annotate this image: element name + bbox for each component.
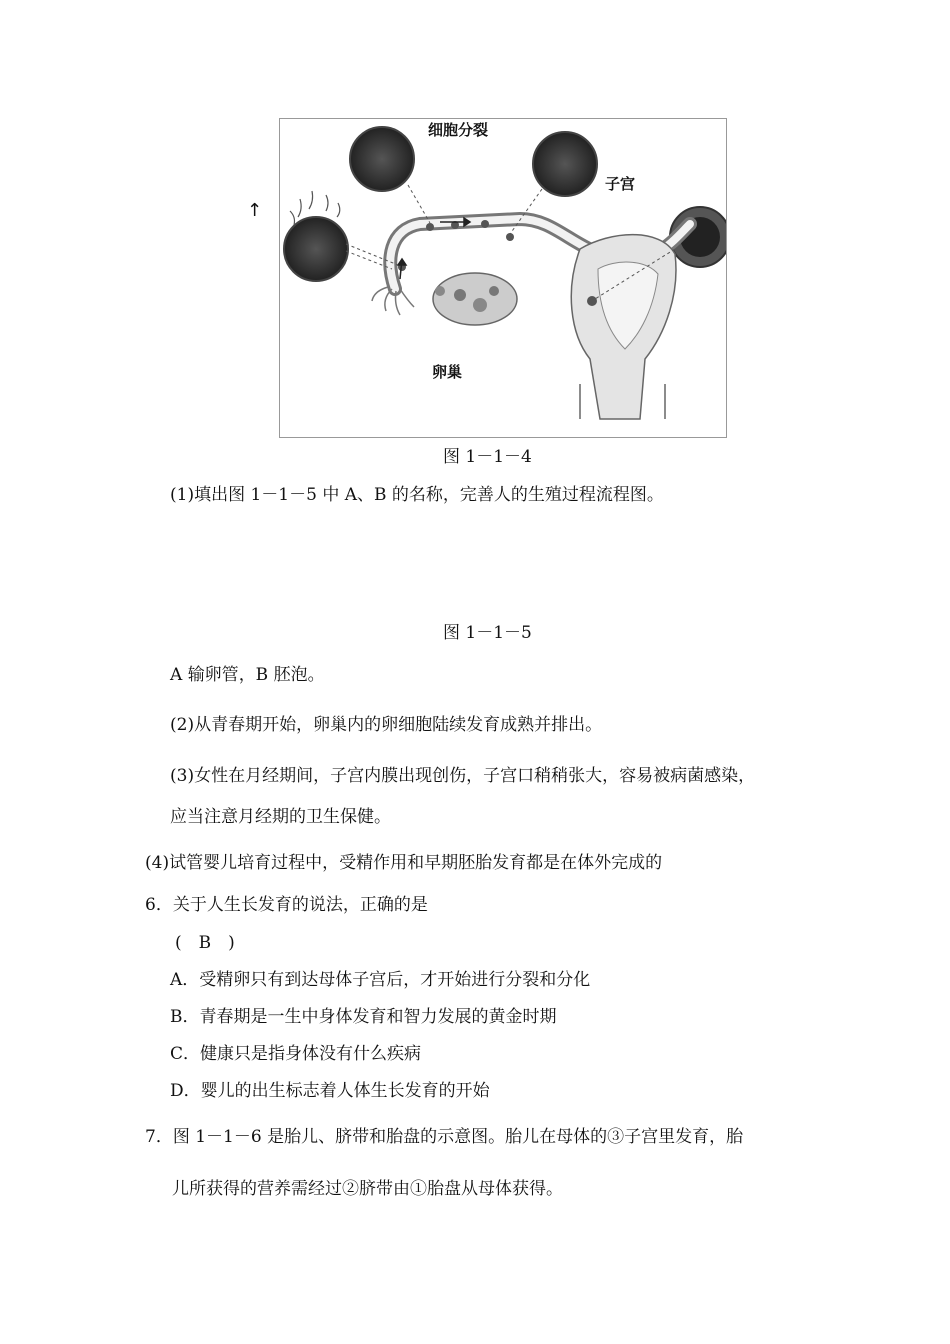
division-cell-circle	[350, 127, 414, 191]
reproductive-system-figure	[279, 118, 727, 438]
part2-answer: 卵细胞	[381, 715, 433, 735]
q7-answer-umbilical-cord: 脐带	[359, 1179, 393, 1199]
q7-line2-post: 从母体获得。	[461, 1179, 563, 1199]
q7-line2	[172, 1178, 563, 1200]
q5-part4	[145, 852, 662, 874]
q5-part1-prompt: (1)填出图 1－1－5 中 A、B 的名称，完善人的生殖过程流程图。	[170, 485, 664, 505]
part4-post: 作用和早期胚胎发育都是在体外完成的	[373, 853, 663, 873]
ovary-shape	[433, 273, 517, 325]
figure-illustration	[280, 119, 726, 437]
q7-answer-placenta: 胎盘	[427, 1179, 461, 1199]
q7-line2-mid: 由①	[393, 1179, 427, 1199]
part4-answer: 受精	[339, 853, 374, 873]
part3-answer: 子宫内膜	[330, 766, 399, 786]
q6-option-b: B．青春期是一生中身体发育和智力发展的黄金时期	[170, 1007, 557, 1027]
ovum-cell-circle	[284, 217, 348, 281]
q5-part2	[170, 714, 602, 736]
morula-circle	[533, 132, 597, 196]
q6-option-c: C．健康只是指身体没有什么疾病	[170, 1044, 422, 1064]
q7-line1-pre: 7．图 1－1－6 是胎儿、脐带和胎盘的示意图。胎儿在母体的③	[145, 1127, 625, 1147]
q6-stem: 6．关于人生长发育的说法，正确的是	[145, 895, 428, 915]
part2-pre: (2)从青春期开始，卵巢内的	[170, 715, 382, 735]
part3-post: 出现创伤，子宫口稍稍张大，容易被病菌感染，	[398, 766, 756, 786]
answer-prefix: A	[170, 665, 188, 685]
uterus-label: 子宫	[605, 175, 636, 193]
q6-option-d: D．婴儿的出生标志着人体生长发育的开始	[170, 1081, 490, 1101]
answer-suffix: 。	[307, 665, 325, 685]
q5-part3-line1	[170, 765, 755, 787]
q6-answer: ( B )	[175, 933, 235, 953]
q7-line1	[145, 1126, 743, 1148]
q7-line2-pre: 儿所获得的营养需经过②	[172, 1179, 359, 1199]
figure5-caption: 图 1－1－5	[443, 623, 532, 643]
part3-pre: (3)女性在月经期间，	[170, 766, 331, 786]
cell-division-label: 细胞分裂	[428, 121, 489, 139]
answer-b: 胚泡	[273, 665, 308, 685]
q7-line1-post: 里发育，胎	[658, 1127, 744, 1147]
q5-part1-answer	[170, 664, 325, 686]
figure4-caption: 图 1－1－4	[443, 447, 532, 467]
q7-answer-uterus: 子宫	[624, 1127, 659, 1147]
q5-part3-line2: 应当注意月经期的卫生保健。	[170, 807, 391, 827]
answer-mid: ，B	[238, 665, 274, 685]
answer-a: 输卵管	[187, 665, 239, 685]
ovary-label: 卵巢	[432, 363, 463, 381]
up-arrow-icon: ↑	[247, 200, 263, 221]
q6-option-a: A．受精卵只有到达母体子宫后，才开始进行分裂和分化	[170, 970, 591, 990]
part4-pre: (4)试管婴儿培育过程中，	[145, 853, 340, 873]
part2-post: 陆续发育成熟并排出。	[432, 715, 603, 735]
